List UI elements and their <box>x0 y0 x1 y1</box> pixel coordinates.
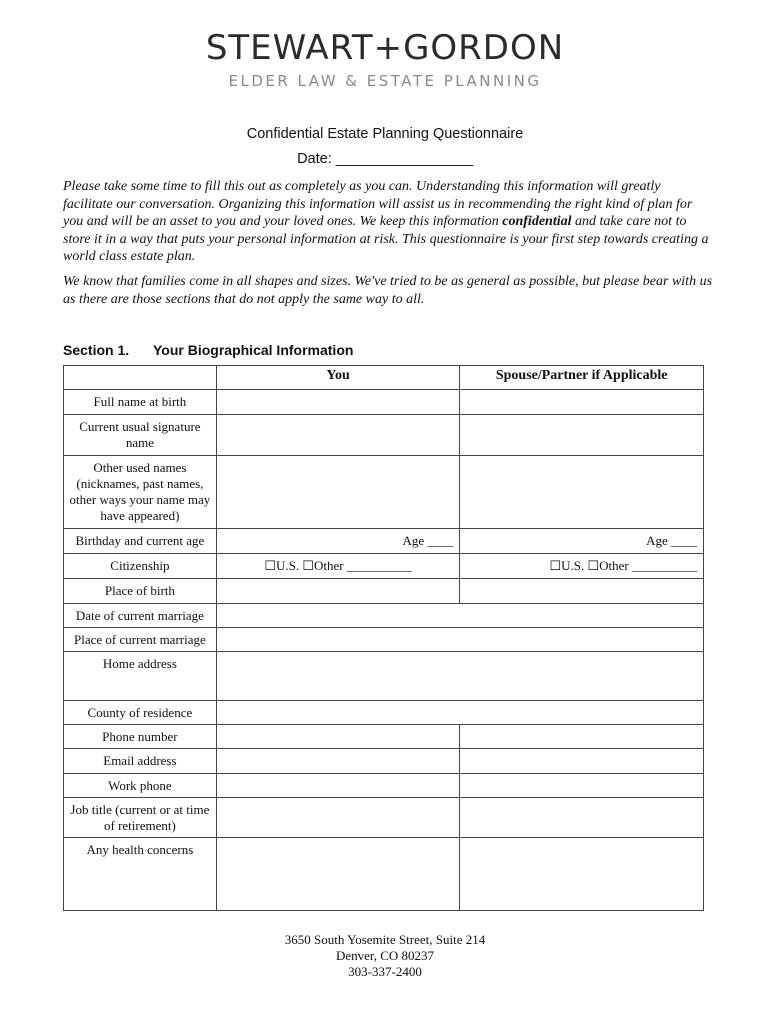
spouse-age-field[interactable]: Age ____ <box>460 529 704 554</box>
intro-text-b: and take care not to store it in a way that puts your personal information at risk. This questionnaire is your first step towards creating a world class estate plan. <box>63 214 709 264</box>
table-row <box>64 701 704 725</box>
row-label: Birthday and current age <box>64 529 217 554</box>
header-you: You <box>216 366 460 390</box>
shared-input-cell[interactable] <box>216 604 703 628</box>
spouse-input-cell[interactable] <box>460 579 704 604</box>
row-label: Place of current marriage <box>64 628 217 652</box>
section-number: Section 1. <box>63 342 130 358</box>
biographical-table <box>63 365 704 911</box>
spouse-input-cell[interactable] <box>460 725 704 749</box>
header-blank <box>64 366 217 390</box>
row-label: Email address <box>64 749 217 774</box>
you-age-field[interactable]: Age ____ <box>216 529 460 554</box>
you-input-cell[interactable] <box>216 749 460 774</box>
row-label: Place of birth <box>64 579 217 604</box>
row-label: Any health concerns <box>64 838 217 911</box>
spouse-input-cell[interactable] <box>460 456 704 529</box>
row-label: Job title (current or at time of retirement) <box>64 798 217 838</box>
table-row <box>64 390 704 415</box>
you-input-cell[interactable] <box>216 725 460 749</box>
footer-street: 3650 South Yosemite Street, Suite 214 <box>284 932 486 947</box>
spouse-input-cell[interactable] <box>460 774 704 798</box>
table-row <box>64 652 704 701</box>
table-row <box>64 579 704 604</box>
table-header-row <box>64 366 704 390</box>
spouse-input-cell[interactable] <box>460 798 704 838</box>
row-label: Current usual signature name <box>64 415 217 456</box>
you-input-cell[interactable] <box>216 456 460 529</box>
footer-phone: 303-337-2400 <box>348 964 422 979</box>
row-label: Date of current marriage <box>64 604 217 628</box>
spouse-input-cell[interactable] <box>460 749 704 774</box>
shared-input-cell[interactable] <box>216 628 703 652</box>
intro-text-a: Please take some time to fill this out as completely as you can. Understanding this information will greatly facilitate our conversation. Organizing this information will assist us in recommending the right kind of plan for you and will be an asset to you and your loved ones. We keep this information <box>63 179 693 229</box>
you-input-cell[interactable] <box>216 415 460 456</box>
intro-text-bold: confidential <box>502 214 572 229</box>
section-title: Your Biographical Information <box>153 342 354 358</box>
table-row <box>64 725 704 749</box>
spouse-input-cell[interactable] <box>460 415 704 456</box>
you-input-cell[interactable] <box>216 798 460 838</box>
header-spouse: Spouse/Partner if Applicable <box>460 366 704 390</box>
you-input-cell[interactable] <box>216 579 460 604</box>
table-row <box>64 628 704 652</box>
table-row <box>64 749 704 774</box>
footer-city: Denver, CO 80237 <box>335 948 435 963</box>
table-row <box>64 604 704 628</box>
row-label: County of residence <box>64 701 217 725</box>
you-input-cell[interactable] <box>216 774 460 798</box>
shared-input-cell[interactable] <box>216 652 703 701</box>
row-label: Full name at birth <box>64 390 217 415</box>
document-title: Confidential Estate Planning Questionnaire <box>246 126 524 142</box>
table-row <box>64 456 704 529</box>
you-input-cell[interactable] <box>216 838 460 911</box>
you-citizenship-checkboxes[interactable]: ☐U.S. ☐Other __________ <box>216 554 460 579</box>
row-label: Home address <box>64 652 217 701</box>
spouse-input-cell[interactable] <box>460 838 704 911</box>
date-field[interactable]: Date: _________________ <box>297 151 473 167</box>
table-row <box>64 774 704 798</box>
logo <box>0 28 770 90</box>
table-row <box>64 554 704 579</box>
intro-paragraph-1 <box>63 178 713 266</box>
spouse-citizenship-checkboxes[interactable]: ☐U.S. ☐Other __________ <box>460 554 704 579</box>
logo-wordmark: STEWART+GORDON <box>205 28 565 68</box>
table-row <box>64 415 704 456</box>
intro-paragraph-2: We know that families come in all shapes and sizes. We've tried to be as general as possible, but please bear with us as there are those sections that do not apply the same way to all. <box>63 274 713 307</box>
table-row <box>64 529 704 554</box>
row-label: Citizenship <box>64 554 217 579</box>
table-row <box>64 798 704 838</box>
row-label: Work phone <box>64 774 217 798</box>
logo-tagline: ELDER LAW & ESTATE PLANNING <box>228 72 542 90</box>
footer-address <box>0 932 770 980</box>
shared-input-cell[interactable] <box>216 701 703 725</box>
table-row <box>64 838 704 911</box>
row-label: Other used names (nicknames, past names, other ways your name may have appeared) <box>64 456 217 529</box>
you-input-cell[interactable] <box>216 390 460 415</box>
section-heading <box>63 342 353 358</box>
row-label: Phone number <box>64 725 217 749</box>
spouse-input-cell[interactable] <box>460 390 704 415</box>
